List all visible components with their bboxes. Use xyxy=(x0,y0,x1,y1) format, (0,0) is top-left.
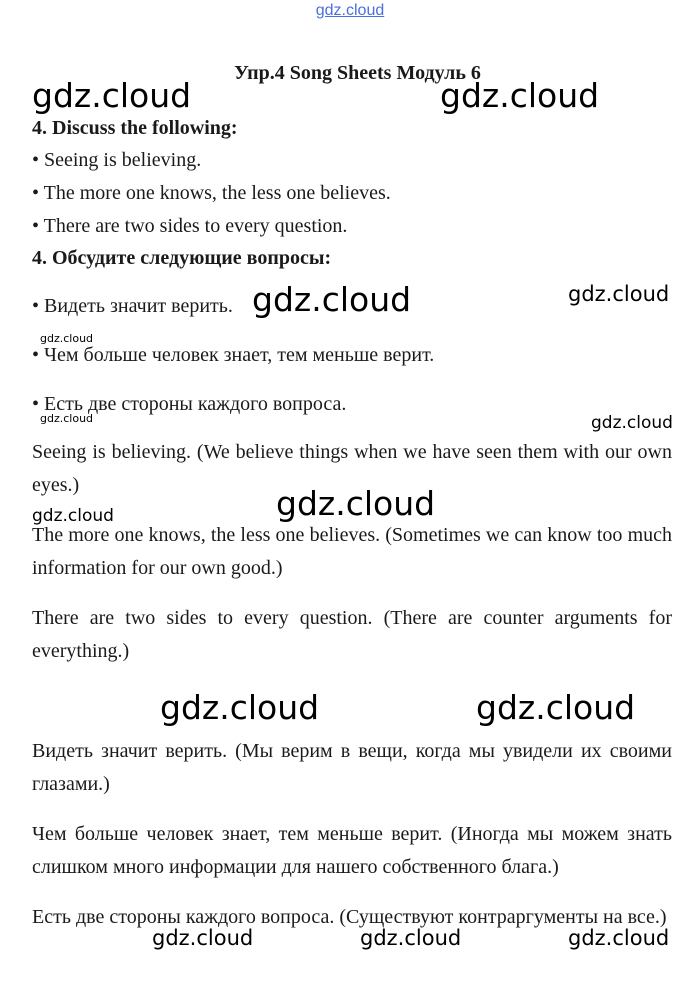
answer-paragraph-ru: Есть две стороны каждого вопроса. (Существуют контраргументы на все.) xyxy=(32,906,667,928)
task-item-ru: • Видеть значит верить. xyxy=(32,295,233,317)
watermark: gdz.cloud xyxy=(40,332,94,345)
watermark: gdz.cloud xyxy=(160,688,320,727)
task-heading-ru: 4. Обсудите следующие вопросы: xyxy=(32,247,332,269)
watermark: gdz.cloud xyxy=(476,688,636,727)
task-item-ru: • Есть две стороны каждого вопроса. xyxy=(32,393,347,415)
task-item-ru: • Чем больше человек знает, тем меньше верит. xyxy=(32,344,435,366)
answer-paragraph-en: There are two sides to every question. (There are counter arguments for everything.) xyxy=(32,607,672,662)
answer-paragraph-en: Seeing is believing. (We believe things when we have seen them with our own eyes.) xyxy=(32,441,672,496)
watermark: gdz.cloud xyxy=(152,926,254,950)
page-title: Упр.4 Song Sheets Модуль 6 xyxy=(234,62,481,84)
watermark: gdz.cloud xyxy=(568,282,670,306)
task-item-en: • There are two sides to every question. xyxy=(32,215,348,237)
answer-paragraph-en: The more one knows, the less one believes. (Sometimes we can know too much information for our own good.) xyxy=(32,524,672,579)
watermark: gdz.cloud xyxy=(252,280,412,319)
watermark: gdz.cloud xyxy=(40,412,94,425)
task-heading-en: 4. Discuss the following: xyxy=(32,117,238,139)
answer-paragraph-ru: Чем больше человек знает, тем меньше верит. (Иногда мы можем знать слишком много информации для нашего собственного блага.) xyxy=(32,823,672,878)
watermark: gdz.cloud xyxy=(276,484,436,523)
watermark: gdz.cloud xyxy=(32,506,114,526)
site-link[interactable]: gdz.cloud xyxy=(315,2,385,19)
answer-paragraph-ru: Видеть значит верить. (Мы верим в вещи, когда мы увидели их своими глазами.) xyxy=(32,740,672,795)
task-item-en: • The more one knows, the less one believes. xyxy=(32,182,391,204)
watermark: gdz.cloud xyxy=(32,76,192,115)
watermark: gdz.cloud xyxy=(440,76,600,115)
watermark: gdz.cloud xyxy=(568,926,670,950)
task-item-en: • Seeing is believing. xyxy=(32,149,202,171)
watermark: gdz.cloud xyxy=(591,413,673,433)
watermark: gdz.cloud xyxy=(360,926,462,950)
